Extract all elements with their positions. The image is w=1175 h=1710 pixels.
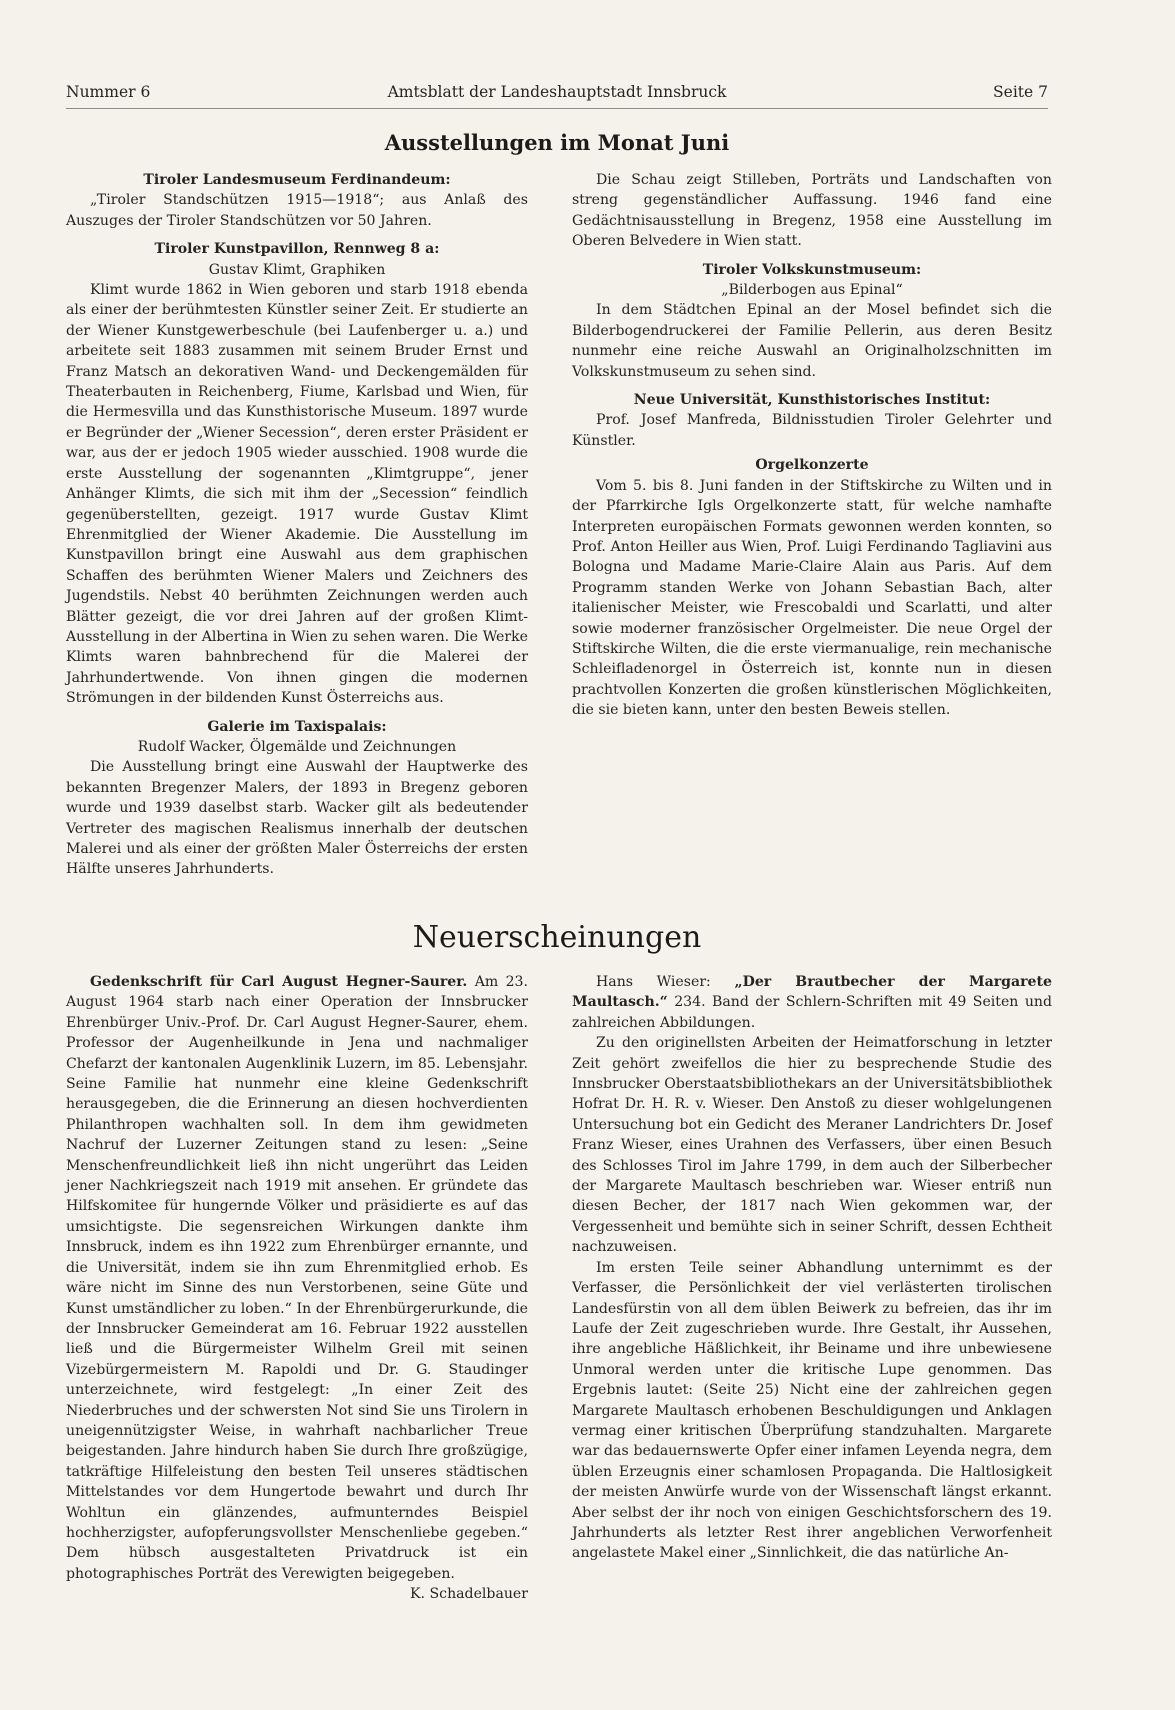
kunstpavillon-heading: Tiroler Kunstpavillon, Rennweg 8 a: (154, 241, 440, 258)
header-rule (66, 108, 1048, 109)
taxispalais-heading: Galerie im Taxispalais: (207, 718, 387, 735)
releases-left-column (66, 972, 528, 1605)
orgel-heading: Orgelkonzerte (755, 457, 869, 474)
issue-number: Nummer 6 (66, 83, 151, 101)
wieser-author: Hans Wieser: (596, 974, 711, 990)
hegner-lead: Gedenkschrift für Carl August Hegner-Saurer. (90, 974, 468, 990)
taxispalais-text-2: Die Schau zeigt Stilleben, Porträts und Landschaften von streng gegenständlicher Auffassung. 1946 fand eine Gedächtnisausstellung in Bregenz, 1958 eine Ausstellung im Oberen Belvedere in Wien statt. (572, 172, 1052, 250)
wieser-text: 234. Band der Schlern-Schriften mit 49 Seiten und zahlreichen Abbildungen. (572, 994, 1052, 1031)
orgel-text: Vom 5. bis 8. Juni fanden in der Stiftskirche zu Wilten und in der Pfarrkirche Igls Orgelkonzerte statt, für welche namhafte Interpreten europäischen Formats gewonnen werden konnten, so Prof. Anton Heiller aus Wien, Prof. Luigi Ferdinando Tagliavini aus Bologna und Madame Marie-Claire Alain aus Paris. Auf dem Programm standen Werke von Johann Sebastian Bach, alter italienischer Meister, wie Frescobaldi und Scarlatti, und alter sowie moderner französischer Orgelmeister. Die neue Orgel der Stiftskirche Wilten, die die erste viermanualige, rein mechanische Schleifladenorgel in Österreich ist, konnte nun in diesen prachtvollen Konzerten die großen künstlerischen Möglichkeiten, die sie bieten kann, unter den besten Beweis stellen. (572, 477, 1052, 719)
ferdinandeum-heading: Tiroler Landesmuseum Ferdinandeum: (143, 172, 451, 188)
hegner-signature: K. Schadelbauer (410, 1586, 528, 1603)
ferdinandeum-text: „Tiroler Standschützen 1915—1918“; aus Anlaß des Auszuges der Tiroler Standschützen vor 50 Jahren. (66, 192, 528, 229)
taxispalais-subtitle: Rudolf Wacker, Ölgemälde und Zeichnungen (137, 738, 457, 755)
volkskunst-subtitle: „Bilderbogen aus Epinal“ (721, 282, 903, 299)
volkskunst-heading: Tiroler Volkskunstmuseum: (702, 261, 922, 278)
running-head (66, 80, 1048, 104)
universitaet-text: Prof. Josef Manfreda, Bildnisstudien Tiroler Gelehrter und Künstler. (572, 412, 1052, 449)
hegner-article (66, 972, 528, 1584)
universitaet-heading: Neue Universität, Kunsthistorisches Institut: (633, 392, 991, 409)
volkskunst-text: In dem Städtchen Epinal an der Mosel befindet sich die Bilderbogendruckerei der Familie Pellerin, aus deren Besitz nunmehr eine reiche Auswahl an Originalholzschnitten im Volkskunstmuseum zu sehen sind. (572, 302, 1052, 380)
publication-title: Amtsblatt der Landeshauptstadt Innsbruck (387, 83, 727, 101)
page-number: Seite 7 (993, 83, 1048, 101)
releases-title: Neuerscheinungen (412, 920, 702, 955)
exhibitions-title: Ausstellungen im Monat Juni (384, 130, 730, 155)
wieser-intro (572, 972, 1052, 1033)
taxispalais-text: Die Ausstellung bringt eine Auswahl der Hauptwerke des bekannten Bregenzer Malers, der 1893 in Bregenz geboren wurde und 1939 daselbst starb. Wacker gilt als bedeutender Vertreter des magischen Realismus innerhalb der deutschen Malerei und als einer der größten Maler Österreichs der ersten Hälfte unseres Jahrhunderts. (66, 759, 528, 878)
hegner-text: Am 23. August 1964 starb nach einer Operation der Innsbrucker Ehrenbürger Univ.-Prof. Dr. Carl August Hegner-Saurer, ehem. Professor der Augenheilkunde in Jena und nachmaliger Chefarzt der kantonalen Augenklinik Luzern, im 85. Lebensjahr. Seine Familie hat nunmehr eine kleine Gedenkschrift herausgegeben, die die Erinnerung an diesen hochverdienten Philanthropen wachhalten soll. In dem ihm gewidmeten Nachruf der Luzerner Zeitungen stand zu lesen: „Seine Menschenfreundlichkeit ließ ihn nicht ungerührt das Leiden jener Nachkriegszeit nach 1919 mit ansehen. Er gründete das Hilfskomitee für hungernde Völker und präsidierte es auf das umsichtigste. Die segensreichen Wirkungen dankte ihm Innsbruck, indem es ihn 1922 zum Ehrenbürger ernannte, und die Universität, indem sie ihn zum Ehrenmitglied erhob. Es wäre nicht im Sinne des nun Verstorbenen, seine Güte und Kunst umständlicher zu loben.“ In der Ehrenbürgerurkunde, die der Innsbrucker Gemeinderat am 16. Februar 1922 ausstellen ließ und die Bürgermeister Wilhelm Greil mit seinen Vizebürgermeistern M. Rapoldi und Dr. G. Staudinger unterzeichnete, wird festgelegt: „In einer Zeit des Niederbruches und der schwersten Not sind Sie uns Tirolern in uneigennützigster Weise, in wahrhaft nachbarlicher Treue beigestanden. Jahre hindurch haben Sie durch Ihre großzügige, tatkräftige Hilfeleistung den besten Teil unseres städtischen Mittelstandes vor dem Hungertode bewahrt und durch Ihr Wohltun ein glänzendes, aufmunterndes Beispiel hochherzigster, aufopferungsvollster Menschenliebe gegeben.“ Dem hübsch ausgestalteten Privatdruck ist ein photographisches Porträt des Verewigten beigegeben. (66, 974, 529, 1582)
releases-right-column (572, 972, 1052, 1564)
kunstpavillon-subtitle: Gustav Klimt, Graphiken (208, 261, 386, 278)
wieser-text-2: Zu den originellsten Arbeiten der Heimatforschung in letzter Zeit gehört zweifellos die hier zu besprechende Studie des Innsbrucker Oberstaatsbibliothekars an der Universitätsbibliothek Hofrat Dr. H. R. v. Wieser. Den Anstoß zu dieser wohlgelungenen Untersuchung bot ein Gedicht des Meraner Landrichters Dr. Josef Franz Wieser, eines Urahnen des Verfassers, über einen Besuch des Schlosses Tirol im Jahre 1799, in dem auch der Silberbecher der Margarete Maultasch beschrieben war. Wieser entriß nun diesen Becher, der 1817 nach Wien gekommen war, der Vergessenheit und bemühte sich in seiner Schrift, dessen Echtheit nachzuweisen. (572, 1035, 1052, 1256)
exhibitions-left-column (66, 170, 528, 880)
wieser-book-title: „Der Brautbecher der Margarete Maultasch.“ (572, 974, 1052, 1011)
exhibitions-right-column (572, 170, 1052, 721)
wieser-text-3: Im ersten Teile seiner Abhandlung unternimmt es der Verfasser, die Persönlichkeit der viel verlästerten tirolischen Landesfürstin von all dem üblen Beiwerk zu befreien, das ihr im Laufe der Zeit zugeschrieben wurde. Ihre Gestalt, ihr Aussehen, ihre angebliche Häßlichkeit, ihr Beiname und ihre unbewiesene Unmoral werden unter die kritische Lupe genommen. Das Ergebnis lautet: (Seite 25) Nicht eine der zahlreichen gegen Margarete Maultasch erhobenen Beschuldigungen und Anklagen vermag einer kritischen Überprüfung standzuhalten. Margarete war das bedauernswerte Opfer einer infamen Leyenda negra, dem üblen Erzeugnis einer schamlosen Propaganda. Die Haltlosigkeit der meisten Anwürfe wurde von der Wissenschaft längst erkannt. Aber selbst der ihr noch von einigen Geschichtsforschern des 19. Jahrhunderts als letzter Rest ihrer angeblichen Verworfenheit angelastete Makel einer „Sinnlichkeit, die das natürliche An- (572, 1259, 1052, 1562)
kunstpavillon-text: Klimt wurde 1862 in Wien geboren und starb 1918 ebenda als einer der berühmtesten Künstler seiner Zeit. Er studierte an der Wiener Kunstgewerbeschule (bei Laufenberger u. a.) und arbeitete seit 1883 zusammen mit seinem Bruder Ernst und Franz Matsch an dekorativen Wand- und Deckengemälden für Theaterbauten in Reichenberg, Fiume, Karlsbad und Wien, für die Hermesvilla und das Kunsthistorische Museum. 1897 wurde er Begründer der „Wiener Secession“, deren erster Präsident er war, aus der er jedoch 1905 wieder ausschied. 1908 wurde die erste Ausstellung der sogenannten „Klimtgruppe“, jener Anhänger Klimts, die sich mit ihm der „Secession“ feindlich gegenüberstellten, gezeigt. 1917 wurde Gustav Klimt Ehrenmitglied der Wiener Akademie. Die Ausstellung im Kunstpavillon bringt eine Auswahl aus dem graphischen Schaffen des berühmten Wiener Malers und Zeichners des Jugendstils. Nebst 40 berühmten Zeichnungen werden auch Blätter gezeigt, die vor drei Jahren auf der großen Klimt-Ausstellung in der Albertina in Wien zu sehen waren. Die Werke Klimts waren bahnbrechend für die Malerei der Jahrhundertwende. Von ihnen gingen die modernen Strömungen in der bildenden Kunst Österreichs aus. (66, 282, 528, 707)
